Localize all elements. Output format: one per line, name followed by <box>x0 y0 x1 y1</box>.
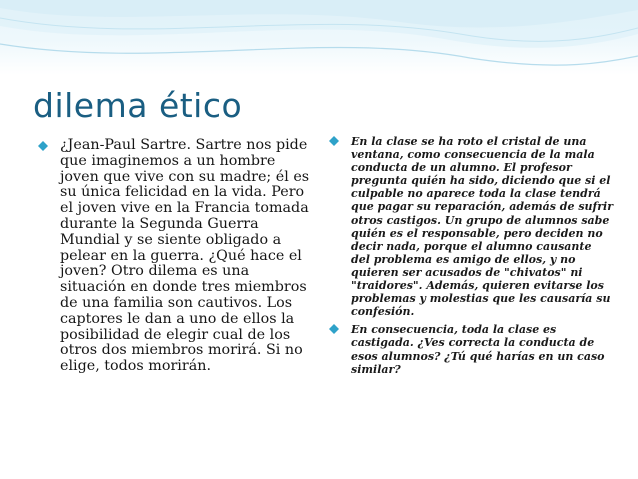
list-item-text: En consecuencia, toda la clase es castigada. ¿Ves correcta la conducta de esos alumnos? ¿Tú qué harías en un caso similar? <box>351 323 605 376</box>
left-column <box>38 138 313 375</box>
list-item-text: ¿Jean-Paul Sartre. Sartre nos pide que imaginemos a un hombre joven que vive con su madre; él es su única felicidad en la vida. Pero el joven vive en la Francia tomada durante la Segunda Guerra Mundial y se siente obligado a pelear en la guerra. ¿Qué hace el joven? Otro dilema es una situación en donde tres miembros de una familia son cautivos. Los captores le dan a uno de ellos la posibilidad de elegir cual de los otros dos miembros morirá. Si no elige, todos morirán. <box>60 137 310 375</box>
list-item <box>38 138 313 375</box>
diamond-bullet-icon <box>329 324 339 334</box>
list-item <box>329 323 614 375</box>
list-item-text: En la clase se ha roto el cristal de una ventana, como consecuencia de la mala conducta de un alumno. El profesor pregunta quién ha sido, diciendo que si el culpable no aparece toda la clase tendrá que pagar su reparación, además de sufrir otros castigos. Un grupo de alumnos sabe quién es el responsable, pero deciden no decir nada, porque el alumno causante del problema es amigo de ellos, y no quieren ser acusados de "chivatos" ni "traidores". Además, quieren evitarse los problemas y molestias que les causaría su confesión. <box>351 135 614 319</box>
decorative-wave-band <box>0 0 638 80</box>
slide-title: dilema ético <box>33 86 243 125</box>
right-column <box>329 135 614 381</box>
diamond-bullet-icon <box>329 136 339 146</box>
diamond-bullet-icon <box>38 141 48 151</box>
list-item <box>329 135 614 318</box>
